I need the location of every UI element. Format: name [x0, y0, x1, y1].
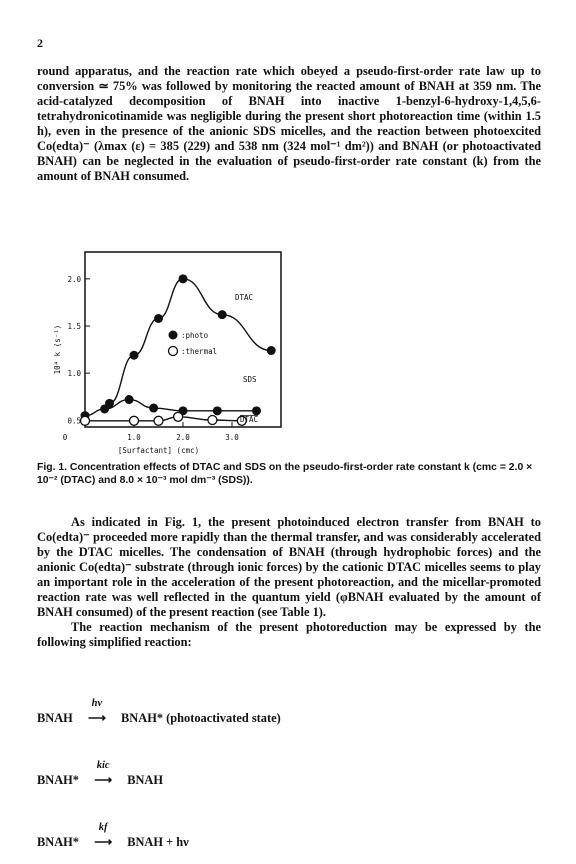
data-point-open: [208, 416, 217, 425]
paragraph-1-text: round apparatus, and the reaction rate which obeyed a pseudo-first-order rate law up to conversion ≃ 75% was followed by monitoring the reacted amount of BNAH at 359 nm. The acid-catalyzed decomposition of BNAH into inactive 1-benzyl-6-hydroxy-1,4,5,6-tetrahydronicotinamide was negligible during the present short photoreaction time (within 1.5 h), even in the presence of the anionic SDS micelles, and the reaction between photoexcited Co(edta)⁻ (λmax (ε) = 385 (229) and 538 nm (324 mol⁻¹ dm²)) and BNAH (or photoactivated BNAH) can be neglected in the evaluation of pseudo-first-order rate constant (k) from the amount of BNAH consumed.: [37, 64, 541, 183]
legend-thermal-marker: [169, 347, 178, 356]
paragraph-1: [37, 64, 541, 184]
page-number: 2: [37, 36, 43, 50]
reaction-2-over: kic: [96, 760, 110, 771]
rate-constant-chart: [40, 250, 540, 462]
data-point-filled: [154, 314, 163, 323]
data-point-filled: [179, 274, 188, 283]
reaction-2: [37, 760, 164, 788]
reaction-1-left: BNAH: [37, 711, 73, 725]
reaction-1-over: hν: [91, 698, 103, 709]
reaction-2-left: BNAH*: [37, 773, 79, 787]
data-point-filled: [267, 346, 276, 355]
reaction-2-right: BNAH: [127, 773, 164, 787]
data-point-filled: [213, 406, 222, 415]
data-point-filled: [149, 404, 158, 413]
x-tick-label: 2.0: [176, 433, 190, 442]
y-tick-label: 1.0: [67, 369, 81, 379]
legend-photo-label: :photo: [181, 331, 209, 340]
y-tick-label: 2.0: [67, 274, 81, 284]
reaction-1: [37, 698, 281, 726]
data-point-filled: [130, 351, 139, 360]
reaction-3: [37, 822, 189, 850]
x-tick-label: 3.0: [225, 433, 239, 442]
sds-label: SDS: [243, 375, 257, 384]
legend-thermal-label: :thermal: [181, 347, 218, 356]
dtac-lower-label: DTAC: [240, 415, 259, 424]
figure-caption: Fig. 1. Concentration effects of DTAC and SDS on the pseudo-first-order rate constant k (cmc = 2.0 × 10⁻² (DTAC) and 8.0 × 10⁻³ mol dm⁻³ (SDS)).: [37, 462, 533, 486]
reaction-2-arrow: kic ⟶: [86, 772, 120, 788]
legend-photo-marker: [169, 331, 178, 340]
paragraph-2b-text: The reaction mechanism of the present photoreduction may be expressed by the following simplified reaction:: [37, 620, 541, 649]
data-point-filled: [218, 310, 227, 319]
data-point-open: [81, 416, 90, 425]
data-point-filled: [100, 404, 109, 413]
reaction-3-over: kf: [98, 822, 108, 833]
reaction-1-arrow: hν ⟶: [80, 710, 114, 726]
y-axis-label: 10⁴ k (s⁻¹): [53, 324, 62, 375]
reaction-3-right: BNAH + hν: [127, 835, 189, 849]
figure-1: [40, 250, 540, 470]
paragraph-2a-text: As indicated in Fig. 1, the present photoinduced electron transfer from BNAH to Co(edta)⁻ proceeded more rapidly than the thermal transfer, and was considerably accelerated by the DTAC micelles. The condensation of BNAH (through hydrophobic forces) and the anionic Co(edta)⁻ substrate (through ionic forces) by the cationic DTAC micelles seems to play an important role in the acceleration of the present photoreaction, and the micellar-promoted reaction rate was well reflected in the quantum yield (φBNAH evaluated by the amount of BNAH consumed) of the present reaction (see Table 1).: [37, 515, 541, 619]
reaction-3-left: BNAH*: [37, 835, 79, 849]
data-point-filled: [125, 395, 134, 404]
y-tick-label: 0.5: [67, 416, 81, 426]
data-point-open: [130, 416, 139, 425]
data-point-open: [174, 412, 183, 421]
x-tick-label: 0: [62, 433, 68, 442]
dtac-upper-label: DTAC: [235, 293, 254, 302]
reaction-1-right: BNAH* (photoactivated state): [121, 711, 281, 725]
x-axis-label: [Surfactant] (cmc): [117, 446, 200, 455]
data-point-filled: [252, 406, 261, 415]
paragraph-2: [37, 515, 541, 650]
data-point-open: [154, 416, 163, 425]
reaction-3-arrow: kf ⟶: [86, 834, 120, 850]
y-tick-label: 1.5: [67, 322, 81, 331]
x-tick-label: 1.0: [127, 433, 141, 442]
